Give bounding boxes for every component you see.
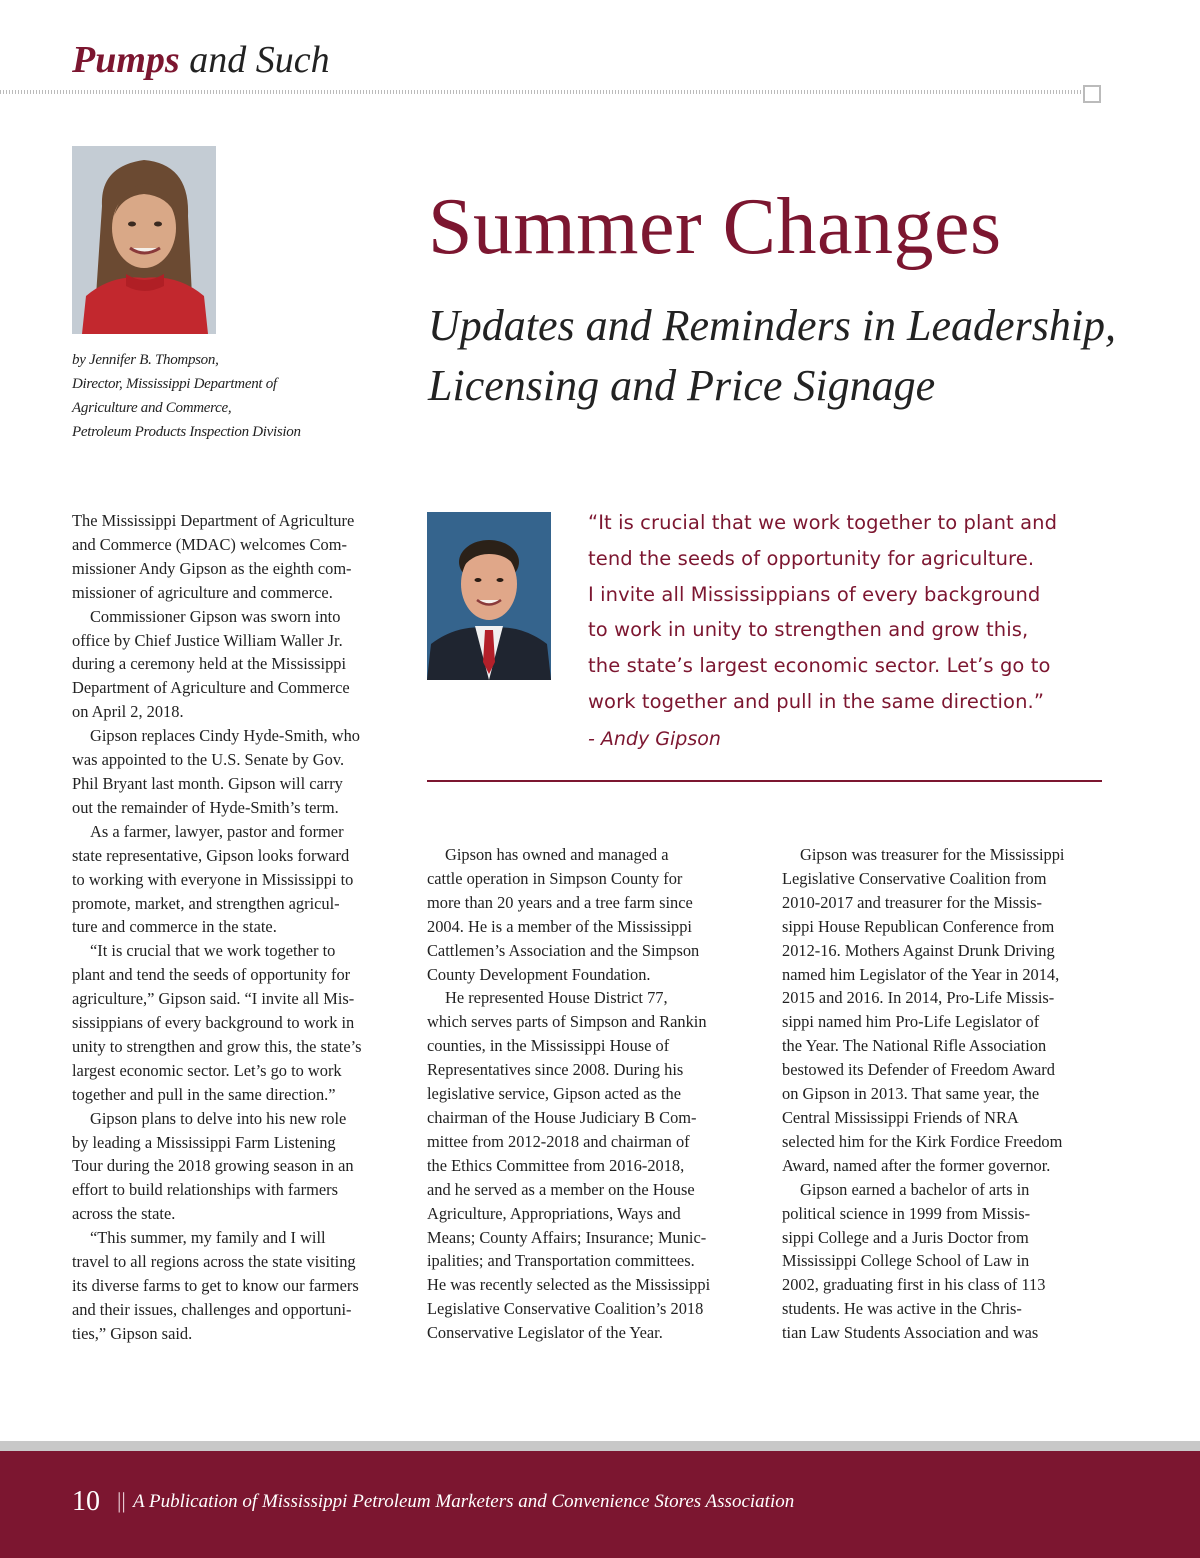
article-line: ties,” Gipson said. [72, 1323, 193, 1343]
corner-square-icon [1083, 85, 1101, 103]
pull-quote-line: I invite all Mississippians of every background [588, 582, 1041, 606]
article-line: 2015 and 2016. In 2014, Pro-Life Missis- [782, 988, 1055, 1008]
page-number: 10 [72, 1486, 100, 1517]
article-line: Conservative Legislator of the Year. [427, 1323, 663, 1343]
article-line: The Mississippi Department of Agriculture [72, 511, 355, 530]
article-line: ture and commerce in the state. [72, 917, 277, 937]
article-line: Legislative Conservative Coalition from [782, 868, 1047, 888]
article-line: “This summer, my family and I will [90, 1228, 326, 1248]
article-line: was appointed to the U.S. Senate by Gov. [72, 750, 345, 770]
article-line: bestowed its Defender of Freedom Award [782, 1060, 1055, 1080]
article-line: political science in 1999 from Missis- [782, 1203, 1031, 1223]
article-line: Gipson has owned and managed a [445, 845, 669, 864]
article-column-2 [427, 843, 749, 1345]
article-line: 2010-2017 and treasurer for the Missis- [782, 892, 1042, 912]
article-paragraph [72, 605, 394, 725]
article-line: missioner of agriculture and commerce. [72, 582, 333, 602]
article-line: during a ceremony held at the Mississippi [72, 654, 347, 674]
article-line: As a farmer, lawyer, pastor and former [90, 821, 344, 841]
pull-quote-rule [427, 780, 1102, 782]
byline-line: Agriculture and Commerce, [72, 400, 232, 416]
article-line: Cattlemen’s Association and the Simpson [427, 940, 700, 960]
article-line: Department of Agriculture and Commerce [72, 678, 350, 698]
article-line: He represented House District 77, [445, 988, 668, 1008]
article-line: on Gipson in 2013. That same year, the [782, 1084, 1040, 1104]
publication-name: A Publication of Mississippi Petroleum Marketers and Convenience Stores Association [133, 1491, 795, 1512]
article-line: Gipson earned a bachelor of arts in [800, 1179, 1030, 1199]
section-title-bold: Pumps [72, 39, 180, 81]
article-line: unity to strengthen and grow this, the state’s [72, 1036, 362, 1056]
article-line: selected him for the Kirk Fordice Freedom [782, 1131, 1063, 1151]
article-line: the Ethics Committee from 2016-2018, [427, 1155, 685, 1175]
article-line: and he served as a member on the House [427, 1179, 695, 1199]
article-line: County Development Foundation. [427, 964, 651, 984]
article-paragraph [782, 843, 1104, 1178]
article-line: effort to build relationships with farmers [72, 1180, 338, 1200]
section-title-rest: and Such [179, 39, 330, 81]
article-paragraph [72, 509, 394, 605]
byline-line: Director, Mississippi Department of [72, 376, 277, 392]
article-line: sippi House Republican Conference from [782, 916, 1055, 936]
article-line: sissippians of every background to work in [72, 1013, 355, 1033]
article-line: Means; County Affairs; Insurance; Munic- [427, 1227, 707, 1247]
article-line: counties, in the Mississippi House of [427, 1036, 670, 1056]
article-line: Agriculture, Appropriations, Ways and [427, 1203, 681, 1223]
article-line: ipalities; and Transportation committees. [427, 1251, 695, 1271]
article-line: Gipson replaces Cindy Hyde-Smith, who [90, 726, 360, 746]
article-line: its diverse farms to get to know our farmers [72, 1276, 359, 1295]
article-line: Commissioner Gipson was sworn into [90, 606, 341, 626]
pull-quote-line: the state’s largest economic sector. Let’s go to [588, 654, 1051, 678]
article-line: Central Mississippi Friends of NRA [782, 1107, 1019, 1127]
article-line: to working with everyone in Mississippi to [72, 869, 354, 889]
article-line: legislative service, Gipson acted as the [427, 1084, 681, 1104]
pull-quote-line: tend the seeds of opportunity for agriculture. [588, 546, 1035, 570]
pull-quote-attribution: - Andy Gipson [588, 727, 721, 750]
article-line: sippi named him Pro-Life Legislator of [782, 1012, 1040, 1032]
article-line: 2012-16. Mothers Against Drunk Driving [782, 940, 1055, 960]
article-column-3 [782, 843, 1104, 1345]
article-line: cattle operation in Simpson County for [427, 868, 683, 888]
article-line: largest economic sector. Let’s go to work [72, 1060, 342, 1080]
article-line: and their issues, challenges and opportuni- [72, 1299, 352, 1319]
article-line: more than 20 years and a tree farm since [427, 892, 693, 912]
article-paragraph [427, 986, 749, 1345]
article-subhead [428, 296, 1116, 416]
byline [72, 348, 352, 444]
article-line: He was recently selected as the Mississippi [427, 1275, 711, 1295]
article-paragraph [72, 1107, 394, 1227]
article-line: and Commerce (MDAC) welcomes Com- [72, 534, 347, 554]
article-paragraph [427, 843, 749, 986]
article-line: 2002, graduating first in his class of 113 [782, 1275, 1046, 1295]
article-paragraph [782, 1178, 1104, 1345]
article-line: Legislative Conservative Coalition’s 2018 [427, 1299, 704, 1319]
article-headline: Summer Changes [428, 183, 1002, 271]
subhead-line: Licensing and Price Signage [428, 361, 936, 410]
article-line: mittee from 2012-2018 and chairman of [427, 1131, 690, 1151]
header-dotted-rule [0, 90, 1082, 94]
section-title [72, 38, 330, 82]
pull-quote-line: work together and pull in the same direction.” [588, 689, 1045, 713]
article-line: on April 2, 2018. [72, 702, 184, 722]
article-line: Gipson was treasurer for the Mississippi [800, 845, 1065, 864]
article-paragraph [72, 1226, 394, 1346]
article-line: tian Law Students Association and was [782, 1323, 1039, 1343]
article-line: chairman of the House Judiciary B Com- [427, 1107, 697, 1127]
article-line: Representatives since 2008. During his [427, 1060, 684, 1080]
article-line: agriculture,” Gipson said. “I invite all Mis- [72, 989, 355, 1009]
byline-line: Petroleum Products Inspection Division [72, 424, 301, 440]
article-line: which serves parts of Simpson and Rankin [427, 1012, 707, 1032]
article-line: sippi College and a Juris Doctor from [782, 1227, 1029, 1247]
byline-line: by Jennifer B. Thompson, [72, 352, 219, 368]
article-paragraph [72, 820, 394, 940]
article-line: state representative, Gipson looks forward [72, 845, 350, 865]
article-line: Tour during the 2018 growing season in an [72, 1156, 354, 1176]
article-line: office by Chief Justice William Waller Jr. [72, 630, 343, 650]
article-column-1 [72, 509, 394, 1346]
article-paragraph [72, 939, 394, 1106]
article-line: Gipson plans to delve into his new role [90, 1108, 347, 1128]
article-line: named him Legislator of the Year in 2014, [782, 964, 1060, 984]
footer-separator: || [117, 1488, 126, 1513]
article-line: “It is crucial that we work together to [90, 941, 336, 961]
article-line: plant and tend the seeds of opportunity for [72, 965, 351, 985]
pull-quote-line: “It is crucial that we work together to plant and [588, 511, 1058, 534]
article-line: promote, market, and strengthen agricul- [72, 893, 340, 913]
article-line: across the state. [72, 1204, 176, 1224]
article-line: missioner Andy Gipson as the eighth com- [72, 558, 352, 578]
commissioner-portrait-illustration [427, 512, 551, 680]
pull-quote [588, 505, 1108, 754]
commissioner-photo [427, 512, 551, 680]
article-line: the Year. The National Rifle Association [782, 1036, 1047, 1056]
article-line: students. He was active in the Chris- [782, 1299, 1022, 1319]
pull-quote-line: to work in unity to strengthen and grow this, [588, 618, 1029, 642]
subhead-line: Updates and Reminders in Leadership, [428, 301, 1117, 350]
article-line: 2004. He is a member of the Mississippi [427, 916, 692, 936]
article-line: together and pull in the same direction.” [72, 1084, 336, 1104]
article-line: by leading a Mississippi Farm Listening [72, 1132, 336, 1152]
article-line: Award, named after the former governor. [782, 1155, 1051, 1175]
article-line: out the remainder of Hyde-Smith’s term. [72, 797, 339, 817]
article-paragraph [72, 724, 394, 820]
article-line: Phil Bryant last month. Gipson will carry [72, 773, 343, 793]
article-line: Mississippi College School of Law in [782, 1251, 1030, 1271]
author-photo [72, 146, 216, 334]
footer-gray-band [0, 1441, 1200, 1451]
article-line: travel to all regions across the state visiting [72, 1252, 356, 1272]
author-portrait-illustration [72, 146, 216, 334]
